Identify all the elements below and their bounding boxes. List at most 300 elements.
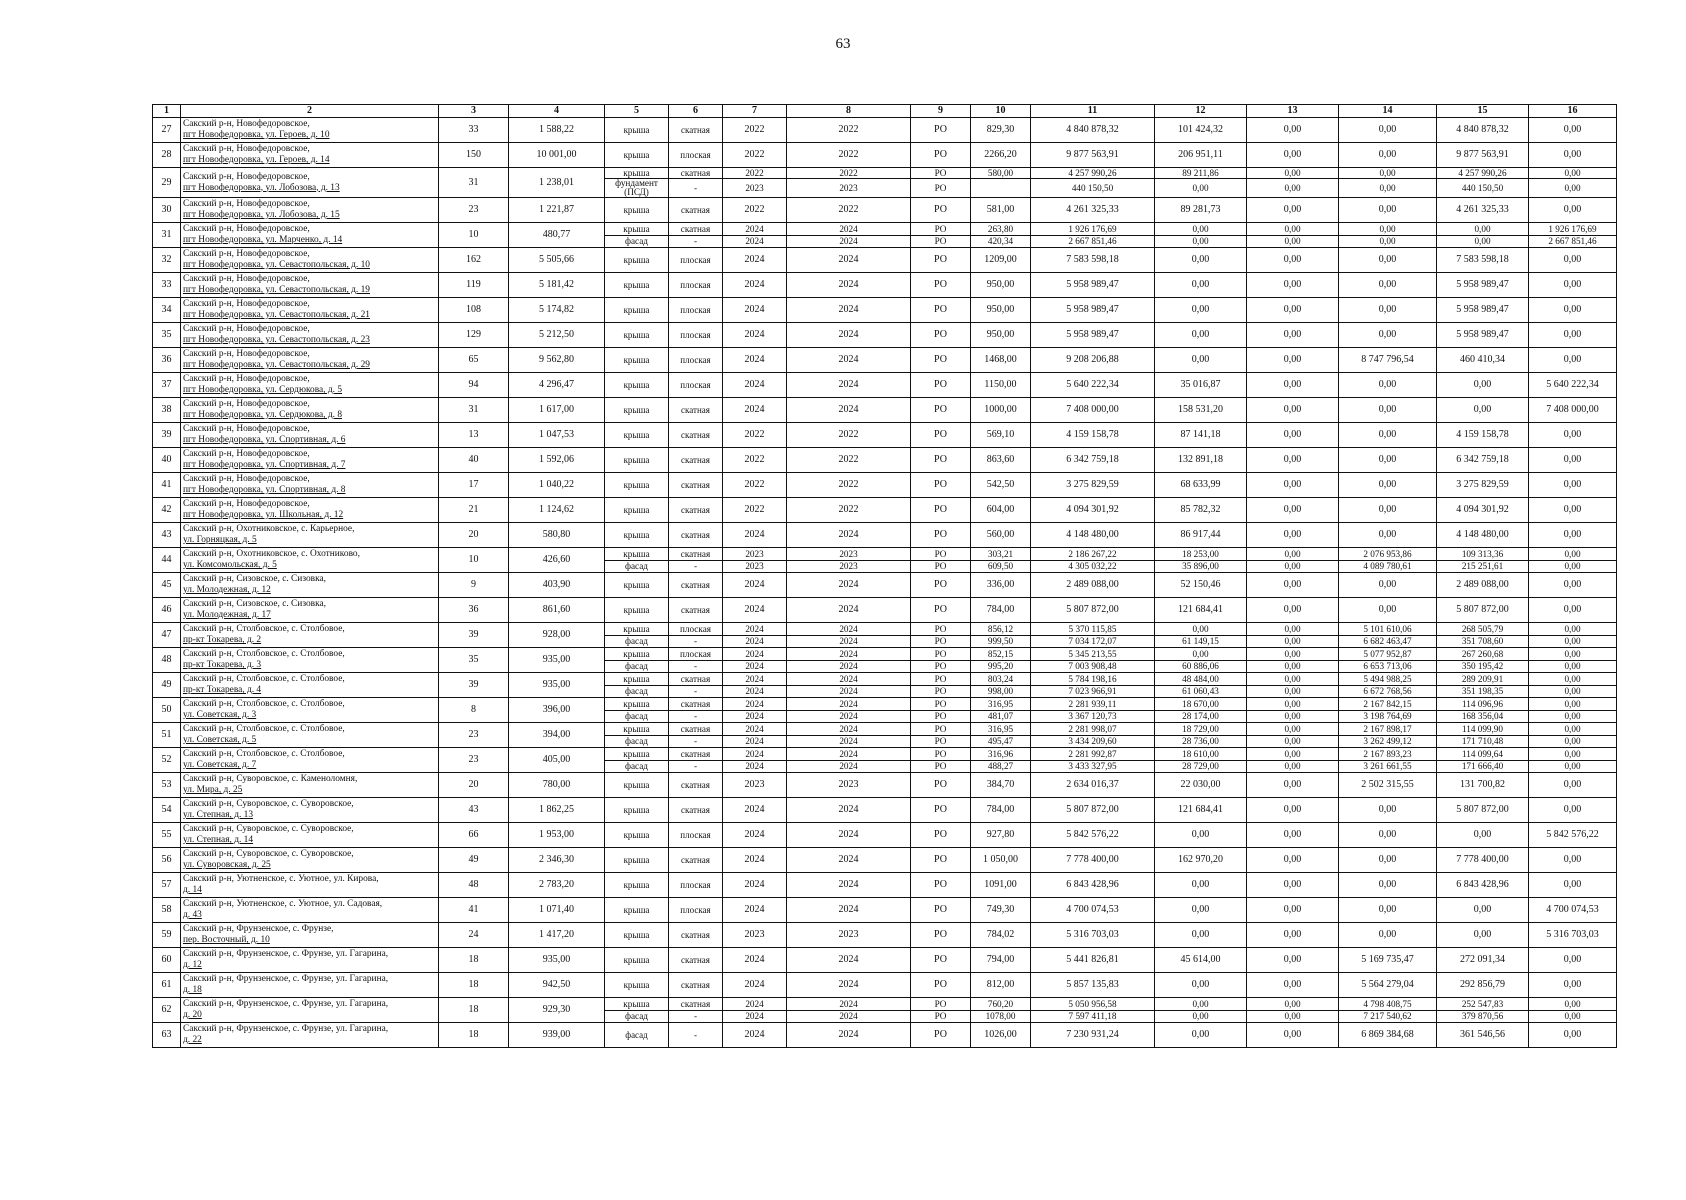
- fund-republic-cell: 0,00: [1339, 168, 1437, 179]
- header-row: [153, 105, 1617, 118]
- method-cell: РО: [911, 323, 971, 348]
- row-number: 49: [153, 673, 181, 698]
- address-cell: [181, 948, 439, 973]
- plan-year-end-cell: 2024: [787, 798, 911, 823]
- plan-year-end-cell: 2024: [787, 573, 911, 598]
- fund-federal-cell: 0,00: [1247, 179, 1339, 198]
- row-number: 37: [153, 373, 181, 398]
- fund-local-cell: 0,00: [1437, 223, 1529, 236]
- element-cell: крыша: [605, 398, 669, 423]
- address-cell: [181, 573, 439, 598]
- plan-year-start-cell: 2022: [723, 473, 787, 498]
- element-cell: крыша: [605, 248, 669, 273]
- address-line: пр-кт Токарева, д. 3: [183, 660, 262, 670]
- building-area: 480,77: [509, 223, 605, 248]
- element-cell: фасад: [605, 635, 669, 648]
- area-cell: 794,00: [971, 948, 1031, 973]
- plan-year-end-cell: 2024: [787, 248, 911, 273]
- building-area: 1 417,20: [509, 923, 605, 948]
- address-line: Сакский р-н, Новофедоровское,: [183, 144, 310, 154]
- address-line: Сакский р-н, Охотниковское, с. Охотниково,: [183, 549, 360, 559]
- table-row: [153, 598, 1617, 623]
- apartments-count: 35: [439, 648, 509, 673]
- fund-owners-cell: 0,00: [1529, 298, 1617, 323]
- fund-local-cell: 0,00: [1437, 373, 1529, 398]
- total-cost-cell: 3 433 327,95: [1031, 760, 1155, 773]
- total-cost-cell: 2 489 088,00: [1031, 573, 1155, 598]
- element-cell: крыша: [605, 298, 669, 323]
- table-row: [153, 498, 1617, 523]
- psd-cost-cell: 206 951,11: [1155, 143, 1247, 168]
- fund-local-cell: 3 275 829,59: [1437, 473, 1529, 498]
- table-row: [153, 168, 1617, 179]
- roof-type-cell: скатная: [669, 948, 723, 973]
- fund-federal-cell: 0,00: [1247, 798, 1339, 823]
- psd-cost-cell: 0,00: [1155, 223, 1247, 236]
- element-cell: крыша: [605, 673, 669, 686]
- building-area: 5 174,82: [509, 298, 605, 323]
- address-line: Сакский р-н, Столбовское, с. Столбовое,: [183, 699, 345, 709]
- plan-year-end-cell: 2024: [787, 1023, 911, 1048]
- plan-year-start-cell: 2024: [723, 1010, 787, 1023]
- plan-year-end-cell: 2024: [787, 623, 911, 636]
- fund-republic-cell: 5 077 952,87: [1339, 648, 1437, 661]
- building-area: 935,00: [509, 673, 605, 698]
- address-line: Сакский р-н, Новофедоровское,: [183, 171, 310, 182]
- element-cell: крыша: [605, 748, 669, 761]
- element-cell: крыша: [605, 473, 669, 498]
- plan-year-start-cell: 2024: [723, 748, 787, 761]
- area-cell: 488,27: [971, 760, 1031, 773]
- method-cell: РО: [911, 673, 971, 686]
- roof-type-cell: плоская: [669, 898, 723, 923]
- row-number: 39: [153, 423, 181, 448]
- element-cell: крыша: [605, 648, 669, 661]
- total-cost-cell: 5 807 872,00: [1031, 598, 1155, 623]
- building-area: 1 592,06: [509, 448, 605, 473]
- element-cell: крыша: [605, 273, 669, 298]
- fund-owners-cell: 0,00: [1529, 948, 1617, 973]
- method-cell: РО: [911, 948, 971, 973]
- apartments-count: 65: [439, 348, 509, 373]
- fund-republic-cell: 0,00: [1339, 298, 1437, 323]
- address-cell: [181, 473, 439, 498]
- fund-federal-cell: 0,00: [1247, 760, 1339, 773]
- method-cell: РО: [911, 973, 971, 998]
- element-cell: крыша: [605, 373, 669, 398]
- roof-type-cell: скатная: [669, 998, 723, 1011]
- fund-local-cell: 252 547,83: [1437, 998, 1529, 1011]
- roof-type-cell: скатная: [669, 223, 723, 236]
- fund-local-cell: 4 257 990,26: [1437, 168, 1529, 179]
- address-line: д. 20: [183, 1010, 202, 1020]
- fund-republic-cell: 6 869 384,68: [1339, 1023, 1437, 1048]
- area-cell: 481,07: [971, 710, 1031, 723]
- area-cell: 863,60: [971, 448, 1031, 473]
- apartments-count: 23: [439, 723, 509, 748]
- fund-republic-cell: 0,00: [1339, 448, 1437, 473]
- fund-federal-cell: 0,00: [1247, 118, 1339, 143]
- psd-cost-cell: 0,00: [1155, 1023, 1247, 1048]
- address-line: Сакский р-н, Новофедоровское,: [183, 224, 310, 234]
- column-header-4: 4: [509, 105, 605, 118]
- total-cost-cell: 3 434 209,60: [1031, 735, 1155, 748]
- element-cell: крыша: [605, 623, 669, 636]
- total-cost-cell: 5 958 989,47: [1031, 298, 1155, 323]
- fund-republic-cell: 2 167 898,17: [1339, 723, 1437, 736]
- plan-year-start-cell: 2024: [723, 760, 787, 773]
- plan-year-start-cell: 2024: [723, 685, 787, 698]
- fund-federal-cell: 0,00: [1247, 448, 1339, 473]
- plan-year-start-cell: 2024: [723, 273, 787, 298]
- apartments-count: 36: [439, 598, 509, 623]
- row-number: 54: [153, 798, 181, 823]
- row-number: 44: [153, 548, 181, 573]
- address-line: Сакский р-н, Суворовское, с. Суворовское,: [183, 799, 354, 809]
- fund-federal-cell: 0,00: [1247, 248, 1339, 273]
- address-cell: [181, 548, 439, 573]
- psd-cost-cell: 0,00: [1155, 323, 1247, 348]
- row-number: 48: [153, 648, 181, 673]
- element-cell: крыша: [605, 323, 669, 348]
- apartments-count: 66: [439, 823, 509, 848]
- fund-owners-cell: 0,00: [1529, 735, 1617, 748]
- total-cost-cell: 5 345 213,55: [1031, 648, 1155, 661]
- plan-year-end-cell: 2022: [787, 143, 911, 168]
- roof-type-cell: скатная: [669, 498, 723, 523]
- fund-republic-cell: 0,00: [1339, 898, 1437, 923]
- total-cost-cell: 3 367 120,73: [1031, 710, 1155, 723]
- fund-federal-cell: 0,00: [1247, 423, 1339, 448]
- plan-year-end-cell: 2024: [787, 298, 911, 323]
- table-row: [153, 673, 1617, 686]
- plan-year-end-cell: 2024: [787, 223, 911, 236]
- address-cell: [181, 823, 439, 848]
- plan-year-end-cell: 2024: [787, 723, 911, 736]
- plan-year-end-cell: 2024: [787, 273, 911, 298]
- total-cost-cell: 9 208 206,88: [1031, 348, 1155, 373]
- address-line: ул. Молодежная, д. 17: [183, 610, 271, 620]
- roof-type-cell: скатная: [669, 723, 723, 736]
- fund-local-cell: 460 410,34: [1437, 348, 1529, 373]
- roof-type-cell: -: [669, 685, 723, 698]
- fund-owners-cell: 5 316 703,03: [1529, 923, 1617, 948]
- method-cell: РО: [911, 748, 971, 761]
- address-line: пгт Новофедоровка, ул. Лобозова, д. 15: [183, 210, 340, 220]
- method-cell: РО: [911, 273, 971, 298]
- address-line: Сакский р-н, Новофедоровское,: [183, 399, 310, 409]
- plan-year-end-cell: 2024: [787, 710, 911, 723]
- row-number: 41: [153, 473, 181, 498]
- address-cell: [181, 873, 439, 898]
- method-cell: РО: [911, 348, 971, 373]
- plan-year-start-cell: 2022: [723, 448, 787, 473]
- building-area: 935,00: [509, 948, 605, 973]
- address-line: Сакский р-н, Столбовское, с. Столбовое,: [183, 724, 345, 734]
- roof-type-cell: -: [669, 660, 723, 673]
- fund-republic-cell: 5 169 735,47: [1339, 948, 1437, 973]
- building-area: 1 862,25: [509, 798, 605, 823]
- table-row: [153, 573, 1617, 598]
- plan-year-end-cell: 2022: [787, 168, 911, 179]
- method-cell: РО: [911, 723, 971, 736]
- address-line: пгт Новофедоровка, ул. Героев, д. 14: [183, 155, 330, 165]
- fund-local-cell: 6 342 759,18: [1437, 448, 1529, 473]
- address-cell: [181, 398, 439, 423]
- method-cell: РО: [911, 848, 971, 873]
- address-line: ул. Советская, д. 5: [183, 735, 257, 745]
- row-number: 28: [153, 143, 181, 168]
- apartments-count: 49: [439, 848, 509, 873]
- fund-republic-cell: 0,00: [1339, 423, 1437, 448]
- fund-republic-cell: 0,00: [1339, 235, 1437, 248]
- fund-owners-cell: 0,00: [1529, 998, 1617, 1011]
- building-area: 9 562,80: [509, 348, 605, 373]
- area-cell: 560,00: [971, 523, 1031, 548]
- method-cell: РО: [911, 179, 971, 198]
- fund-owners-cell: 5 640 222,34: [1529, 373, 1617, 398]
- roof-type-cell: скатная: [669, 773, 723, 798]
- element-cell: фасад: [605, 1010, 669, 1023]
- roof-type-cell: -: [669, 1023, 723, 1048]
- plan-year-end-cell: 2024: [787, 598, 911, 623]
- row-number: 46: [153, 598, 181, 623]
- element-cell: крыша: [605, 523, 669, 548]
- address-line: пгт Новофедоровка, ул. Спортивная, д. 6: [183, 435, 346, 445]
- element-cell: крыша: [605, 348, 669, 373]
- total-cost-cell: 7 408 000,00: [1031, 398, 1155, 423]
- column-header-7: 7: [723, 105, 787, 118]
- area-cell: 316,95: [971, 698, 1031, 711]
- apartments-count: 119: [439, 273, 509, 298]
- apartments-count: 43: [439, 798, 509, 823]
- method-cell: РО: [911, 798, 971, 823]
- table-row: [153, 798, 1617, 823]
- fund-owners-cell: 0,00: [1529, 473, 1617, 498]
- apartments-count: 48: [439, 873, 509, 898]
- element-cell: крыша: [605, 168, 669, 179]
- psd-cost-cell: 89 281,73: [1155, 198, 1247, 223]
- address-cell: [181, 748, 439, 773]
- total-cost-cell: 4 094 301,92: [1031, 498, 1155, 523]
- address-line: пгт Новофедоровка, ул. Лобозова, д. 13: [183, 182, 340, 193]
- fund-republic-cell: 0,00: [1339, 523, 1437, 548]
- fund-owners-cell: 0,00: [1529, 168, 1617, 179]
- table-row: [153, 273, 1617, 298]
- psd-cost-cell: 0,00: [1155, 648, 1247, 661]
- roof-type-cell: плоская: [669, 373, 723, 398]
- address-line: д. 22: [183, 1035, 202, 1045]
- area-cell: 316,96: [971, 748, 1031, 761]
- psd-cost-cell: 61 149,15: [1155, 635, 1247, 648]
- fund-local-cell: 350 195,42: [1437, 660, 1529, 673]
- fund-republic-cell: 0,00: [1339, 273, 1437, 298]
- roof-type-cell: плоская: [669, 298, 723, 323]
- fund-local-cell: 4 261 325,33: [1437, 198, 1529, 223]
- building-area: 780,00: [509, 773, 605, 798]
- apartments-count: 17: [439, 473, 509, 498]
- roof-type-cell: скатная: [669, 673, 723, 686]
- plan-year-end-cell: 2022: [787, 118, 911, 143]
- total-cost-cell: 5 640 222,34: [1031, 373, 1155, 398]
- fund-owners-cell: 0,00: [1529, 498, 1617, 523]
- total-cost-cell: 4 148 480,00: [1031, 523, 1155, 548]
- fund-owners-cell: 0,00: [1529, 723, 1617, 736]
- address-line: Сакский р-н, Охотниковское, с. Карьерное,: [183, 524, 355, 534]
- fund-federal-cell: 0,00: [1247, 323, 1339, 348]
- address-line: Сакский р-н, Фрунзенское, с. Фрунзе, ул. Гагарина,: [183, 974, 389, 984]
- fund-owners-cell: 0,00: [1529, 573, 1617, 598]
- method-cell: РО: [911, 560, 971, 573]
- element-cell: крыша: [605, 848, 669, 873]
- apartments-count: 150: [439, 143, 509, 168]
- psd-cost-cell: 0,00: [1155, 973, 1247, 998]
- address-line: Сакский р-н, Новофедоровское,: [183, 274, 310, 284]
- area-cell: 303,21: [971, 548, 1031, 561]
- fund-local-cell: 4 148 480,00: [1437, 523, 1529, 548]
- table-row: [153, 298, 1617, 323]
- address-line: пгт Новофедоровка, ул. Марченко, д. 14: [183, 235, 343, 245]
- fund-local-cell: 114 099,64: [1437, 748, 1529, 761]
- table-row: [153, 923, 1617, 948]
- plan-year-start-cell: 2024: [723, 798, 787, 823]
- fund-republic-cell: 7 217 540,62: [1339, 1010, 1437, 1023]
- row-number: 57: [153, 873, 181, 898]
- psd-cost-cell: 18 253,00: [1155, 548, 1247, 561]
- address-cell: [181, 848, 439, 873]
- fund-owners-cell: 1 926 176,69: [1529, 223, 1617, 236]
- method-cell: РО: [911, 598, 971, 623]
- fund-republic-cell: 0,00: [1339, 323, 1437, 348]
- fund-owners-cell: 0,00: [1529, 635, 1617, 648]
- fund-local-cell: 379 870,56: [1437, 1010, 1529, 1023]
- building-area: 1 124,62: [509, 498, 605, 523]
- area-cell: 581,00: [971, 198, 1031, 223]
- area-cell: 263,80: [971, 223, 1031, 236]
- fund-local-cell: 0,00: [1437, 235, 1529, 248]
- fund-owners-cell: 0,00: [1529, 348, 1617, 373]
- roof-type-cell: -: [669, 560, 723, 573]
- fund-owners-cell: 0,00: [1529, 798, 1617, 823]
- building-area: 1 071,40: [509, 898, 605, 923]
- address-line: Сакский р-н, Суворовское, с. Каменоломня,: [183, 774, 358, 784]
- plan-year-start-cell: 2022: [723, 198, 787, 223]
- address-cell: [181, 273, 439, 298]
- plan-year-start-cell: 2024: [723, 873, 787, 898]
- apartments-count: 10: [439, 548, 509, 573]
- plan-year-end-cell: 2024: [787, 660, 911, 673]
- fund-owners-cell: 0,00: [1529, 685, 1617, 698]
- roof-type-cell: -: [669, 1010, 723, 1023]
- row-number: 35: [153, 323, 181, 348]
- apartments-count: 18: [439, 998, 509, 1023]
- method-cell: РО: [911, 248, 971, 273]
- fund-local-cell: 289 209,91: [1437, 673, 1529, 686]
- plan-year-start-cell: 2024: [723, 898, 787, 923]
- area-cell: 927,80: [971, 823, 1031, 848]
- address-line: д. 12: [183, 960, 202, 970]
- fund-federal-cell: 0,00: [1247, 998, 1339, 1011]
- element-cell: фасад: [605, 235, 669, 248]
- plan-year-end-cell: 2023: [787, 923, 911, 948]
- address-line: Сакский р-н, Новофедоровское,: [183, 474, 310, 484]
- fund-owners-cell: 0,00: [1529, 873, 1617, 898]
- total-cost-cell: 7 778 400,00: [1031, 848, 1155, 873]
- address-line: ул. Комсомольская, д. 5: [183, 560, 277, 570]
- apartments-count: 18: [439, 973, 509, 998]
- fund-republic-cell: 2 076 953,86: [1339, 548, 1437, 561]
- plan-year-end-cell: 2024: [787, 898, 911, 923]
- element-cell: крыша: [605, 118, 669, 143]
- plan-year-start-cell: 2023: [723, 548, 787, 561]
- plan-year-end-cell: 2022: [787, 498, 911, 523]
- total-cost-cell: 440 150,50: [1031, 179, 1155, 198]
- fund-republic-cell: 0,00: [1339, 848, 1437, 873]
- psd-cost-cell: 0,00: [1155, 348, 1247, 373]
- apartments-count: 10: [439, 223, 509, 248]
- address-line: Сакский р-н, Новофедоровское,: [183, 199, 310, 209]
- fund-local-cell: 0,00: [1437, 398, 1529, 423]
- plan-year-end-cell: 2022: [787, 448, 911, 473]
- fund-federal-cell: 0,00: [1247, 848, 1339, 873]
- method-cell: РО: [911, 373, 971, 398]
- row-number: 29: [153, 168, 181, 198]
- row-number: 56: [153, 848, 181, 873]
- address-line: Сакский р-н, Уютненское, с. Уютное, ул. Садовая,: [183, 899, 383, 909]
- table-row: [153, 523, 1617, 548]
- area-cell: 999,50: [971, 635, 1031, 648]
- roof-type-cell: скатная: [669, 448, 723, 473]
- psd-cost-cell: 0,00: [1155, 623, 1247, 636]
- building-area: 2 346,30: [509, 848, 605, 873]
- fund-owners-cell: 4 700 074,53: [1529, 898, 1617, 923]
- plan-year-start-cell: 2024: [723, 698, 787, 711]
- fund-republic-cell: 5 101 610,06: [1339, 623, 1437, 636]
- fund-owners-cell: 0,00: [1529, 710, 1617, 723]
- fund-owners-cell: 0,00: [1529, 698, 1617, 711]
- table-row: [153, 348, 1617, 373]
- table-row: [153, 423, 1617, 448]
- address-line: Сакский р-н, Фрунзенское, с. Фрунзе,: [183, 924, 334, 934]
- apartments-count: 33: [439, 118, 509, 143]
- plan-year-end-cell: 2024: [787, 760, 911, 773]
- plan-year-end-cell: 2022: [787, 198, 911, 223]
- fund-federal-cell: 0,00: [1247, 548, 1339, 561]
- roof-type-cell: скатная: [669, 598, 723, 623]
- row-number: 60: [153, 948, 181, 973]
- fund-federal-cell: 0,00: [1247, 473, 1339, 498]
- table-row: [153, 873, 1617, 898]
- column-header-16: 16: [1529, 105, 1617, 118]
- fund-federal-cell: 0,00: [1247, 623, 1339, 636]
- plan-year-end-cell: 2023: [787, 548, 911, 561]
- plan-year-start-cell: 2024: [723, 973, 787, 998]
- roof-type-cell: скатная: [669, 698, 723, 711]
- method-cell: РО: [911, 648, 971, 661]
- fund-republic-cell: 0,00: [1339, 598, 1437, 623]
- address-cell: [181, 923, 439, 948]
- row-number: 53: [153, 773, 181, 798]
- psd-cost-cell: 18 670,00: [1155, 698, 1247, 711]
- building-area: 942,50: [509, 973, 605, 998]
- building-area: 928,00: [509, 623, 605, 648]
- element-cell: фасад: [605, 685, 669, 698]
- psd-cost-cell: 18 610,00: [1155, 748, 1247, 761]
- row-number: 58: [153, 898, 181, 923]
- fund-federal-cell: 0,00: [1247, 573, 1339, 598]
- fund-owners-cell: 0,00: [1529, 623, 1617, 636]
- psd-cost-cell: 0,00: [1155, 248, 1247, 273]
